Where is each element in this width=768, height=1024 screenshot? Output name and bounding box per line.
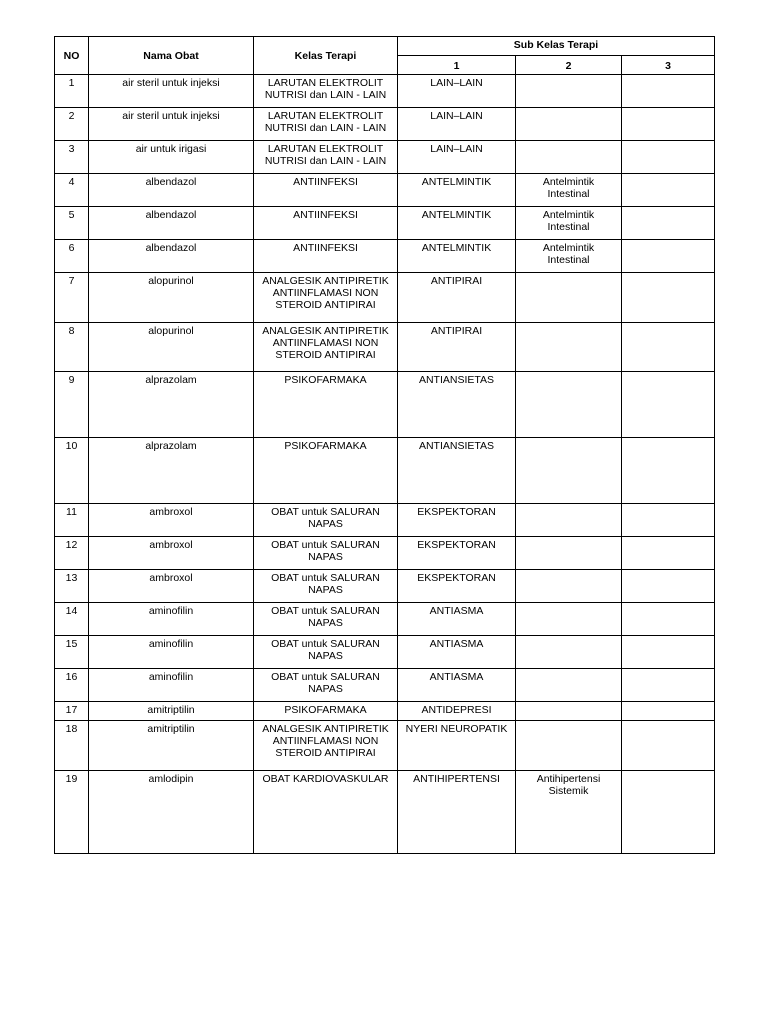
cell-kelas-terapi: ANALGESIK ANTIPIRETIK ANTIINFLAMASI NON STEROID ANTIPIRAI <box>254 721 398 771</box>
cell-kelas-terapi: PSIKOFARMAKA <box>254 438 398 504</box>
cell-kelas-terapi: ANTIINFEKSI <box>254 174 398 207</box>
table-row <box>55 207 715 240</box>
cell-sub-1: LAIN–LAIN <box>398 141 516 174</box>
cell-sub-1: ANTIANSIETAS <box>398 372 516 438</box>
cell-nama-obat: amitriptilin <box>89 721 254 771</box>
cell-nama-obat: alopurinol <box>89 273 254 323</box>
cell-kelas-terapi: PSIKOFARMAKA <box>254 372 398 438</box>
cell-no: 3 <box>55 141 89 174</box>
table-row <box>55 702 715 721</box>
cell-sub-1: ANTELMINTIK <box>398 240 516 273</box>
cell-nama-obat: aminofilin <box>89 603 254 636</box>
cell-no: 7 <box>55 273 89 323</box>
cell-kelas-terapi: PSIKOFARMAKA <box>254 702 398 721</box>
header-nama-obat: Nama Obat <box>89 37 254 75</box>
table-row <box>55 141 715 174</box>
cell-no: 16 <box>55 669 89 702</box>
cell-no: 5 <box>55 207 89 240</box>
cell-sub-1: NYERI NEUROPATIK <box>398 721 516 771</box>
cell-nama-obat: air steril untuk injeksi <box>89 108 254 141</box>
cell-sub-1: ANTIPIRAI <box>398 273 516 323</box>
cell-no: 17 <box>55 702 89 721</box>
cell-nama-obat: air untuk irigasi <box>89 141 254 174</box>
cell-sub-1: LAIN–LAIN <box>398 75 516 108</box>
cell-sub-2 <box>516 108 622 141</box>
cell-sub-1: ANTIANSIETAS <box>398 438 516 504</box>
cell-no: 6 <box>55 240 89 273</box>
cell-sub-3 <box>622 141 715 174</box>
cell-sub-3 <box>622 108 715 141</box>
table-row <box>55 75 715 108</box>
table-row <box>55 438 715 504</box>
cell-nama-obat: ambroxol <box>89 537 254 570</box>
cell-kelas-terapi: ANALGESIK ANTIPIRETIK ANTIINFLAMASI NON STEROID ANTIPIRAI <box>254 323 398 372</box>
cell-sub-3 <box>622 721 715 771</box>
cell-no: 4 <box>55 174 89 207</box>
cell-sub-1: EKSPEKTORAN <box>398 537 516 570</box>
header-sub-2: 2 <box>516 56 622 75</box>
table-row <box>55 771 715 854</box>
cell-nama-obat: aminofilin <box>89 669 254 702</box>
cell-sub-2: Antelmintik Intestinal <box>516 174 622 207</box>
cell-sub-3 <box>622 207 715 240</box>
drug-table <box>54 36 715 854</box>
table-row <box>55 273 715 323</box>
table-row <box>55 108 715 141</box>
cell-nama-obat: alprazolam <box>89 372 254 438</box>
header-kelas-terapi: Kelas Terapi <box>254 37 398 75</box>
cell-no: 12 <box>55 537 89 570</box>
cell-sub-1: EKSPEKTORAN <box>398 504 516 537</box>
table-row <box>55 570 715 603</box>
table-row <box>55 504 715 537</box>
header-sub-1: 1 <box>398 56 516 75</box>
table-row <box>55 240 715 273</box>
cell-kelas-terapi: LARUTAN ELEKTROLIT NUTRISI dan LAIN - LAIN <box>254 141 398 174</box>
cell-no: 9 <box>55 372 89 438</box>
cell-kelas-terapi: OBAT untuk SALURAN NAPAS <box>254 570 398 603</box>
header-sub-3: 3 <box>622 56 715 75</box>
cell-sub-2 <box>516 323 622 372</box>
cell-kelas-terapi: LARUTAN ELEKTROLIT NUTRISI dan LAIN - LAIN <box>254 108 398 141</box>
table-row <box>55 669 715 702</box>
cell-no: 11 <box>55 504 89 537</box>
table-row <box>55 323 715 372</box>
cell-kelas-terapi: OBAT untuk SALURAN NAPAS <box>254 537 398 570</box>
cell-no: 10 <box>55 438 89 504</box>
cell-no: 18 <box>55 721 89 771</box>
cell-nama-obat: albendazol <box>89 240 254 273</box>
table-row <box>55 372 715 438</box>
cell-sub-1: ANTIASMA <box>398 636 516 669</box>
cell-sub-2 <box>516 702 622 721</box>
cell-sub-3 <box>622 240 715 273</box>
cell-sub-3 <box>622 174 715 207</box>
cell-sub-3 <box>622 537 715 570</box>
cell-nama-obat: alprazolam <box>89 438 254 504</box>
cell-nama-obat: albendazol <box>89 174 254 207</box>
cell-kelas-terapi: OBAT untuk SALURAN NAPAS <box>254 603 398 636</box>
cell-sub-2: Antihipertensi Sistemik <box>516 771 622 854</box>
cell-sub-2 <box>516 669 622 702</box>
cell-sub-3 <box>622 372 715 438</box>
cell-sub-3 <box>622 603 715 636</box>
cell-sub-1: EKSPEKTORAN <box>398 570 516 603</box>
cell-kelas-terapi: OBAT untuk SALURAN NAPAS <box>254 504 398 537</box>
cell-no: 13 <box>55 570 89 603</box>
header-sub-kelas-terapi: Sub Kelas Terapi <box>398 37 715 56</box>
header-row-top <box>55 37 715 56</box>
table-row <box>55 721 715 771</box>
cell-sub-2: Antelmintik Intestinal <box>516 240 622 273</box>
cell-nama-obat: ambroxol <box>89 570 254 603</box>
cell-nama-obat: ambroxol <box>89 504 254 537</box>
cell-sub-3 <box>622 273 715 323</box>
cell-kelas-terapi: ANALGESIK ANTIPIRETIK ANTIINFLAMASI NON STEROID ANTIPIRAI <box>254 273 398 323</box>
cell-kelas-terapi: OBAT KARDIOVASKULAR <box>254 771 398 854</box>
cell-sub-2 <box>516 273 622 323</box>
cell-sub-3 <box>622 570 715 603</box>
table-row <box>55 537 715 570</box>
cell-no: 2 <box>55 108 89 141</box>
cell-kelas-terapi: OBAT untuk SALURAN NAPAS <box>254 636 398 669</box>
cell-sub-1: ANTIPIRAI <box>398 323 516 372</box>
cell-no: 1 <box>55 75 89 108</box>
cell-sub-3 <box>622 75 715 108</box>
cell-sub-3 <box>622 636 715 669</box>
cell-kelas-terapi: LARUTAN ELEKTROLIT NUTRISI dan LAIN - LAIN <box>254 75 398 108</box>
cell-sub-1: ANTIHIPERTENSI <box>398 771 516 854</box>
cell-sub-2 <box>516 721 622 771</box>
cell-sub-2 <box>516 141 622 174</box>
cell-sub-1: ANTIDEPRESI <box>398 702 516 721</box>
cell-sub-2 <box>516 636 622 669</box>
cell-kelas-terapi: OBAT untuk SALURAN NAPAS <box>254 669 398 702</box>
table-row <box>55 636 715 669</box>
cell-sub-2: Antelmintik Intestinal <box>516 207 622 240</box>
cell-kelas-terapi: ANTIINFEKSI <box>254 240 398 273</box>
cell-no: 14 <box>55 603 89 636</box>
header-no: NO <box>55 37 89 75</box>
cell-sub-1: ANTELMINTIK <box>398 174 516 207</box>
cell-sub-1: ANTELMINTIK <box>398 207 516 240</box>
cell-sub-3 <box>622 771 715 854</box>
cell-sub-2 <box>516 504 622 537</box>
cell-nama-obat: amlodipin <box>89 771 254 854</box>
cell-sub-2 <box>516 75 622 108</box>
cell-sub-2 <box>516 603 622 636</box>
cell-sub-3 <box>622 438 715 504</box>
cell-no: 15 <box>55 636 89 669</box>
cell-sub-1: ANTIASMA <box>398 669 516 702</box>
cell-nama-obat: amitriptilin <box>89 702 254 721</box>
cell-sub-2 <box>516 537 622 570</box>
cell-sub-1: ANTIASMA <box>398 603 516 636</box>
cell-sub-3 <box>622 702 715 721</box>
cell-sub-2 <box>516 570 622 603</box>
cell-sub-3 <box>622 323 715 372</box>
table-row <box>55 174 715 207</box>
cell-nama-obat: alopurinol <box>89 323 254 372</box>
cell-sub-3 <box>622 669 715 702</box>
table-row <box>55 603 715 636</box>
cell-kelas-terapi: ANTIINFEKSI <box>254 207 398 240</box>
cell-no: 19 <box>55 771 89 854</box>
cell-nama-obat: air steril untuk injeksi <box>89 75 254 108</box>
cell-sub-3 <box>622 504 715 537</box>
cell-sub-2 <box>516 438 622 504</box>
cell-nama-obat: albendazol <box>89 207 254 240</box>
cell-nama-obat: aminofilin <box>89 636 254 669</box>
cell-sub-2 <box>516 372 622 438</box>
cell-no: 8 <box>55 323 89 372</box>
cell-sub-1: LAIN–LAIN <box>398 108 516 141</box>
